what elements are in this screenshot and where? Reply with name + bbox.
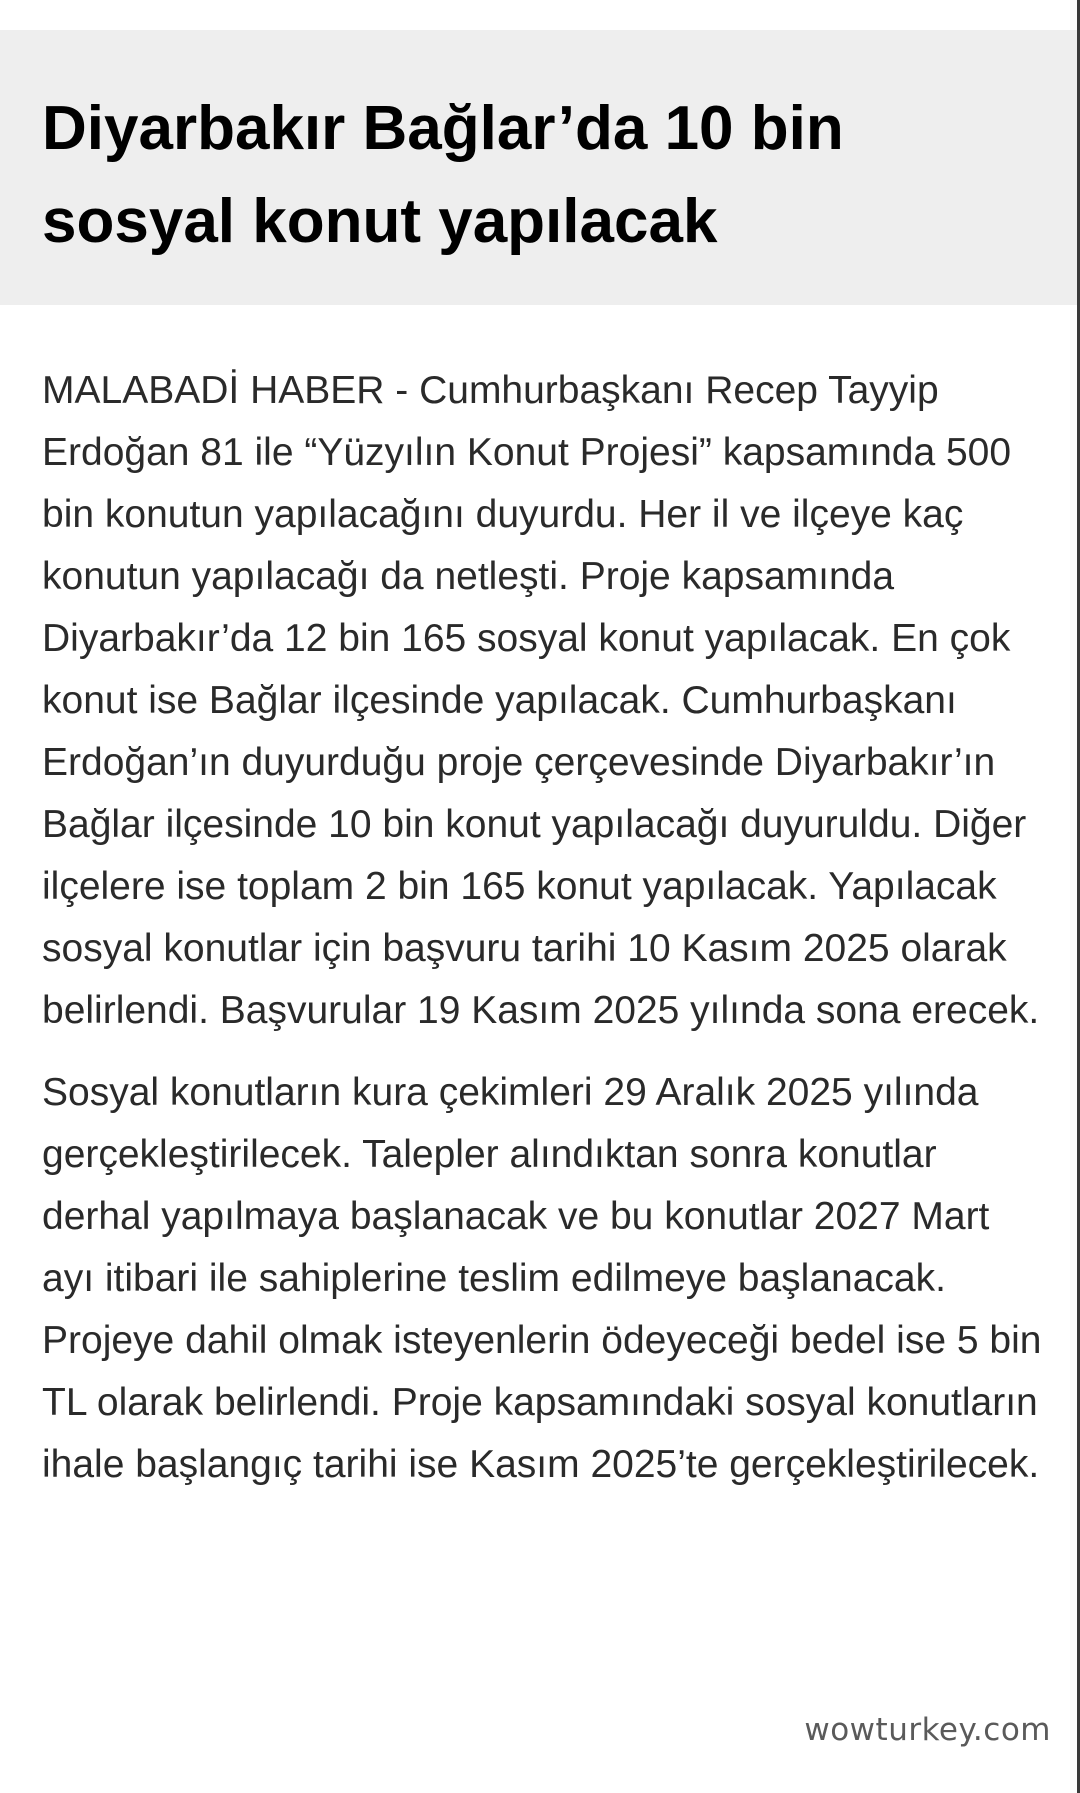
watermark-text: wowturkey.com — [804, 1712, 1051, 1748]
article-headline: Diyarbakır Bağlar’da 10 bin sosyal konut yapılacak — [42, 94, 844, 256]
article-body — [42, 360, 1042, 1516]
article-paragraph-2: Sosyal konutların kura çekimleri 29 Aralık 2025 yılında gerçekleştirilecek. Talepler alındıktan sonra konutlar derhal yapılmaya başlanacak ve bu konutlar 2027 Mart ayı itibari ile sahiplerine teslim edilmeye başlanacak. Projeye dahil olmak isteyenlerin ödeyeceği bedel ise 5 bin TL olarak belirlendi. Proje kapsamındaki sosyal konutların ihale başlangıç tarihi ise Kasım 2025’te gerçekleştirilecek. — [42, 1071, 1042, 1486]
article-paragraph-1: MALABADİ HABER - Cumhurbaşkanı Recep Tayyip Erdoğan 81 ile “Yüzyılın Konut Projesi” kapsamında 500 bin konutun yapılacağını duyurdu. Her il ve ilçeye kaç konutun yapılacağı da netleşti. Proje kapsamında Diyarbakır’da 12 bin 165 sosyal konut yapılacak. En çok konut ise Bağlar ilçesinde yapılacak. Cumhurbaşkanı Erdoğan’ın duyurduğu proje çerçevesinde Diyarbakır’ın Bağlar ilçesinde 10 bin konut yapılacağı duyuruldu. Diğer ilçelere ise toplam 2 bin 165 konut yapılacak. Yapılacak sosyal konutlar için başvuru tarihi 10 Kasım 2025 olarak belirlendi. Başvurular 19 Kasım 2025 yılında sona erecek. — [42, 369, 1040, 1032]
